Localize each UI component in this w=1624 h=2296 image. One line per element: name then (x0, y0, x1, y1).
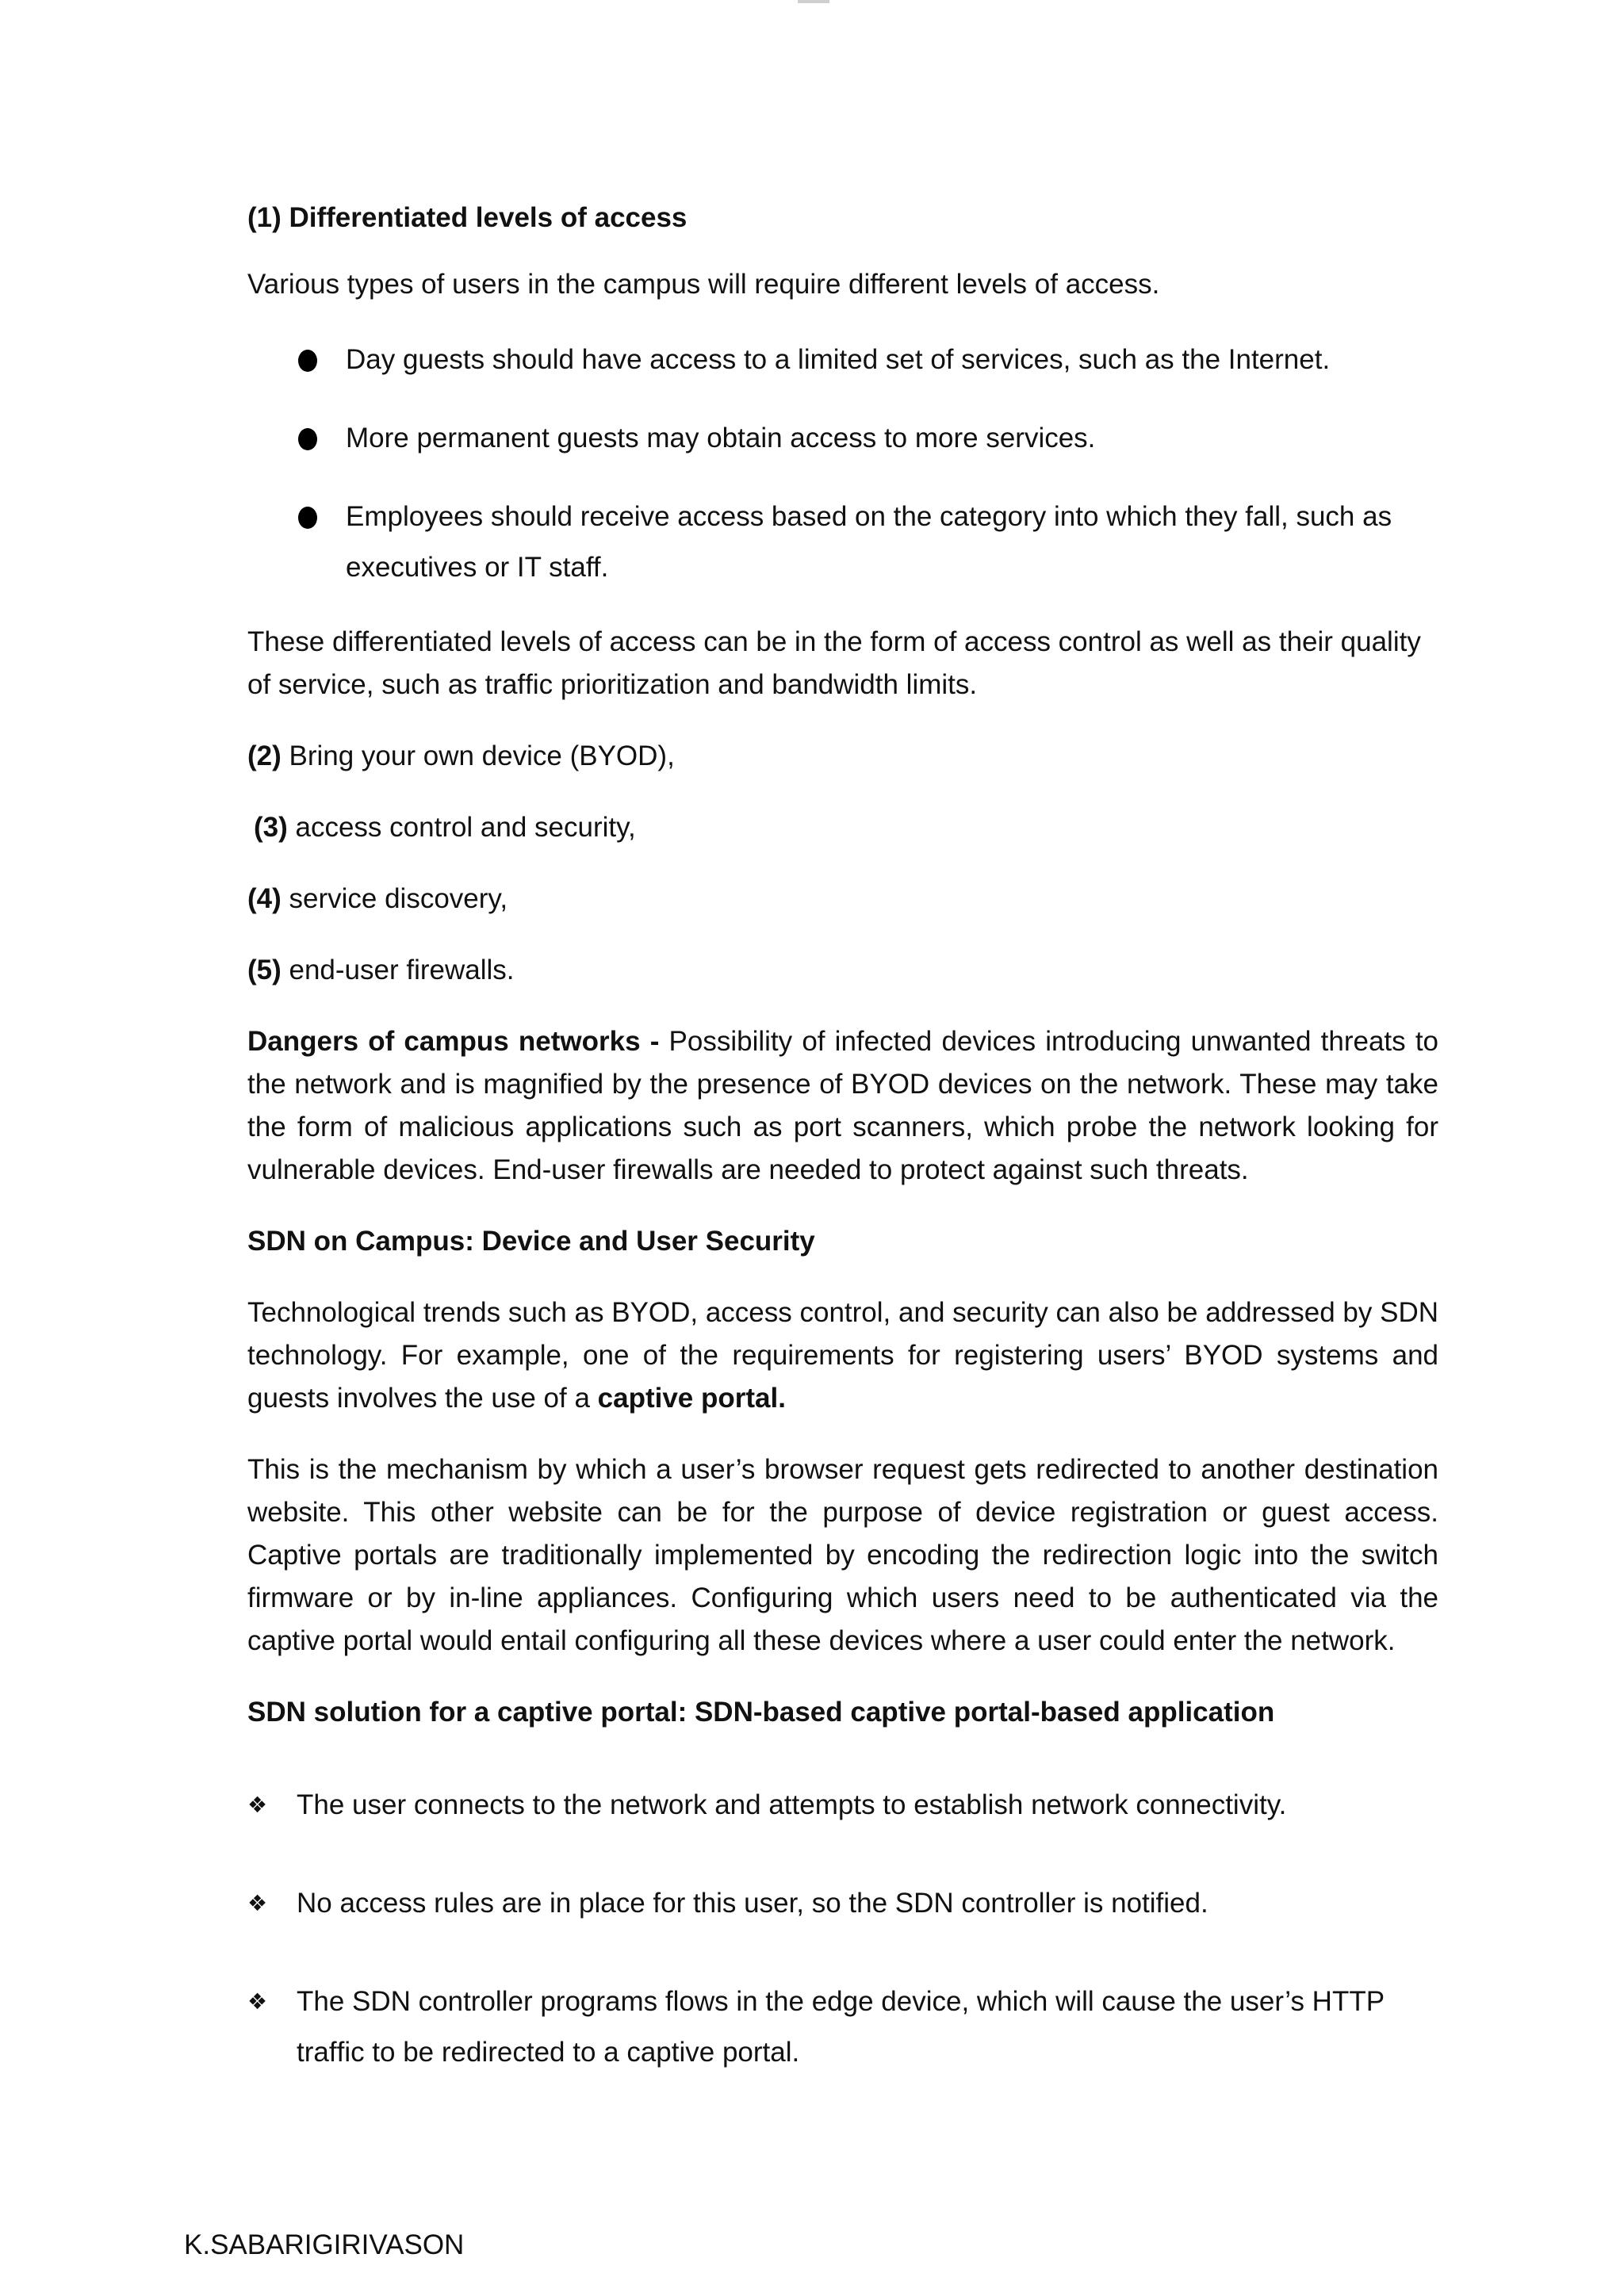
bullet-dot-icon (298, 507, 317, 529)
numbered-item-2 (247, 735, 1438, 778)
numbered-item-3 (247, 806, 1438, 849)
footer-author: K.SABARIGIRIVASON (184, 2229, 465, 2260)
item-text: access control and security, (287, 812, 636, 843)
dangers-paragraph (247, 1020, 1438, 1192)
list-item-text: The SDN controller programs flows in the edge device, which will cause the user’s HTTP trafﬁc to be redirected to a captive portal. (297, 1986, 1385, 2068)
bullet-dot-icon (298, 428, 317, 450)
captive-portal-steps (247, 1780, 1438, 2078)
diamond-bullet-icon: ❖ (247, 1792, 268, 1818)
item-text: service discovery, (281, 883, 508, 914)
access-levels-list (247, 335, 1438, 593)
sdn-campus-para2: This is the mechanism by which a user’s browser request gets redirected to another destination website. This other website can be for the purpose of device registration or guest access. Captive portals are traditionally implemented by encoding the redirection logic into the switch firmware or by in-line appliances. Configuring which users need to be authenticated via the captive portal would entail configuring all these devices where a user could enter the network. (247, 1454, 1438, 1656)
sdn-campus-heading: SDN on Campus: Device and User Security (247, 1226, 815, 1257)
item-number: (4) (247, 883, 282, 914)
bullet-dot-icon (298, 350, 317, 372)
item-text: end-user firewalls. (281, 955, 515, 985)
list-item-text: More permanent guests may obtain access to more services. (346, 423, 1096, 453)
para1-text: Technological trends such as BYOD, access control, and security can also be addressed by SDN technology. For example, one of the requirements for registering users’ BYOD systems and guests involves the use of a (247, 1297, 1438, 1414)
list-item-text: Day guests should have access to a limited set of services, such as the Internet. (346, 344, 1331, 375)
sdn-solution-heading: SDN solution for a captive portal: SDN-based captive portal-based application (247, 1697, 1275, 1728)
diamond-bullet-icon: ❖ (247, 1890, 268, 1916)
item-number: (2) (247, 740, 282, 771)
dangers-text: Possibility of infected devices introducing unwanted threats to the network and is magnified by the presence of BYOD devices on the network. These may take the form of malicious applications such as port scanners, which probe the network looking for vulnerable devices. End-user firewalls are needed to protect against such threats. (247, 1026, 1439, 1185)
item-number: (3) (254, 812, 288, 843)
list-item (247, 1878, 1438, 1929)
section1-summary: These differentiated levels of access can be in the form of access control as well as their quality of service, such as trafﬁc prioritization and bandwidth limits. (247, 626, 1421, 700)
list-item-text: Employees should receive access based on the category into which they fall, such as executives or IT staff. (346, 501, 1392, 583)
section1-intro: Various types of users in the campus will require different levels of access. (247, 269, 1160, 300)
list-item (247, 1976, 1438, 2078)
list-item-text: No access rules are in place for this user, so the SDN controller is notified. (297, 1888, 1208, 1919)
dangers-label: Dangers of campus networks - (247, 1026, 660, 1057)
diamond-bullet-icon: ❖ (247, 1988, 268, 2015)
captive-portal-term: captive portal. (597, 1383, 786, 1414)
sdn-campus-para1 (247, 1292, 1438, 1420)
item-text: Bring your own device (BYOD), (281, 740, 675, 771)
numbered-item-5 (247, 949, 1438, 992)
list-item (247, 335, 1438, 385)
list-item (247, 413, 1438, 464)
numbered-item-4 (247, 878, 1438, 920)
page-content (247, 197, 1438, 2126)
header-mark (798, 0, 829, 3)
list-item (247, 1780, 1438, 1831)
section1-heading: (1) Differentiated levels of access (247, 202, 688, 233)
list-item (247, 492, 1438, 593)
list-item-text: The user connects to the network and attempts to establish network connectivity. (297, 1789, 1287, 1820)
item-number: (5) (247, 955, 282, 985)
